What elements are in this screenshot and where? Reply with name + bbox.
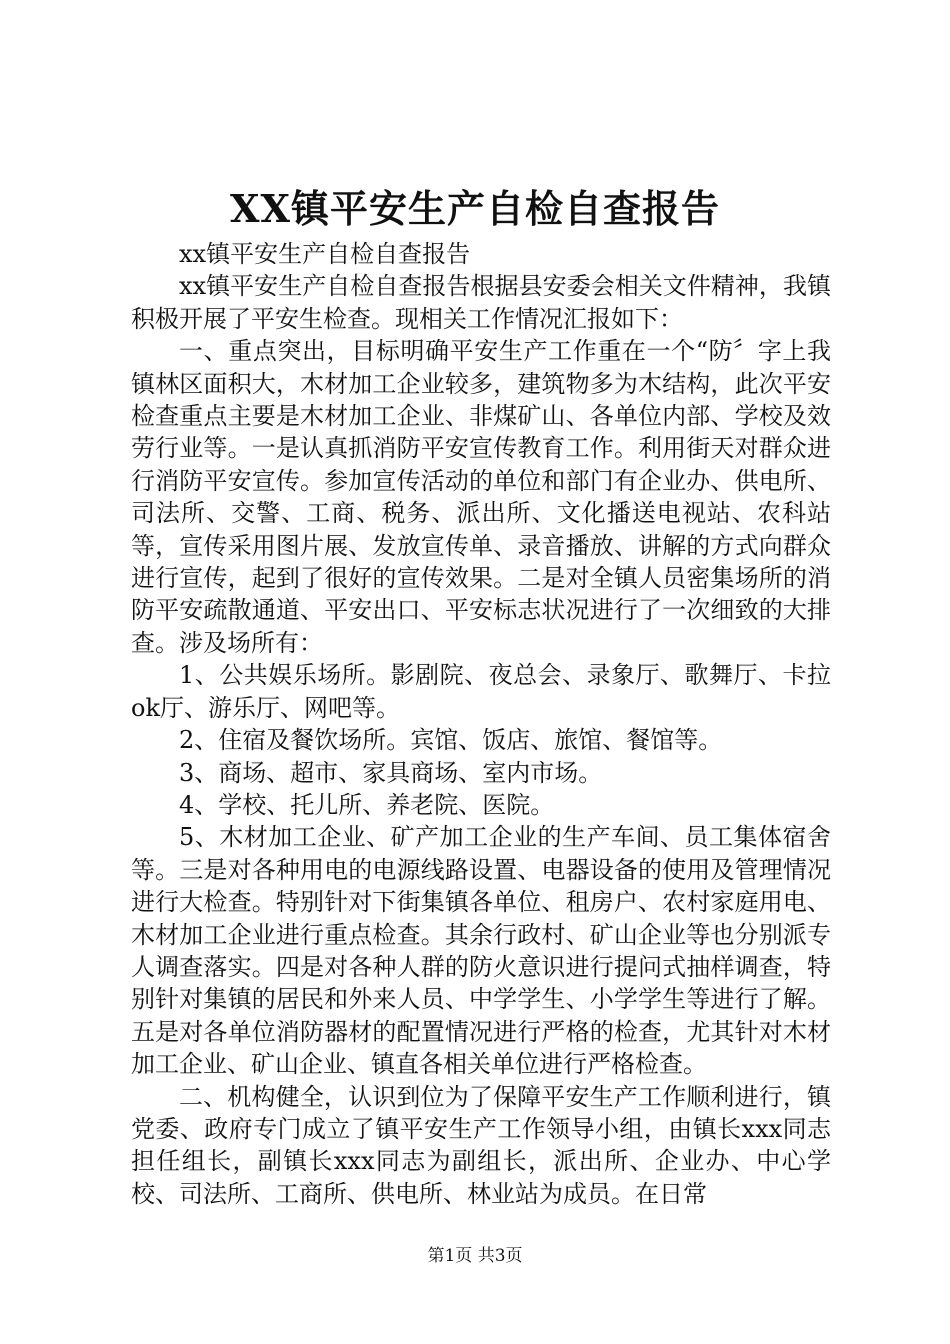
list-item: 2、住宿及餐饮场所。宾馆、饭店、旅馆、餐馆等。 — [179, 726, 723, 755]
list-item: 5、木材加工企业、矿产加工企业的生产车间、员工集体宿舍等。三是对各种用电的电源线路设置、电器设备的使用及管理情况进行大检查。特别针对下街集镇各单位、租房户、农村家庭用电、木材加工企业进行重点检查。其余行政村、矿山企业等也分别派专人调查落实。四是对各种人群的防火意识进行提问式抽样调查，特别针对集镇的居民和外来人员、中学学生、小学学生等进行了解。五是对各单位消防器材的配置情况进行严格的检查，尤其针对木材加工企业、矿山企业、镇直各相关单位进行严格检查。 — [131, 823, 831, 1079]
list-item: 3、商场、超市、家具商场、室内市场。 — [179, 758, 603, 787]
document-title: XX镇平安生产自检自查报告 — [230, 186, 720, 231]
list-item: 1、公共娱乐场所。影剧院、夜总会、录象厅、歌舞厅、卡拉ok厅、游乐厅、网吧等。 — [131, 661, 831, 722]
paragraph-section-1: 一、重点突出，目标明确平安生产工作重在一个“防〞字上我镇林区面积大，木材加工企业较多，建筑物多为木结构，此次平安检查重点主要是木材加工企业、非煤矿山、各单位内部、学校及效劳行业等。一是认真抓消防平安宣传教育工作。利用街天对群众进行消防平安宣传。参加宣传活动的单位和部门有企业办、供电所、司法所、交警、工商、税务、派出所、文化播送电视站、农科站等，宣传采用图片展、发放宣传单、录音播放、讲解的方式向群众进行宣传，起到了很好的宣传效果。二是对全镇人员密集场所的消防平安疏散通道、平安出口、平安标志状况进行了一次细致的大排查。涉及场所有： — [131, 337, 831, 657]
page-footer: 第1页 共3页 — [427, 1246, 523, 1266]
paragraph-section-2: 二、机构健全，认识到位为了保障平安生产工作顺利进行，镇党委、政府专门成立了镇平安生产工作领导小组，由镇长xxx同志担任组长，副镇长xxx同志为副组长，派出所、企业办、中心学校、司法所、工商所、供电所、林业站为成员。在日常 — [131, 1082, 831, 1208]
paragraph-subtitle: xx镇平安生产自检自查报告 — [179, 240, 471, 268]
list-item: 4、学校、托儿所、养老院、医院。 — [179, 790, 555, 819]
paragraph-intro: xx镇平安生产自检自查报告根据县安委会相关文件精神，我镇积极开展了平安生检查。现相关工作情况汇报如下： — [131, 272, 831, 333]
document-body — [131, 238, 831, 1210]
